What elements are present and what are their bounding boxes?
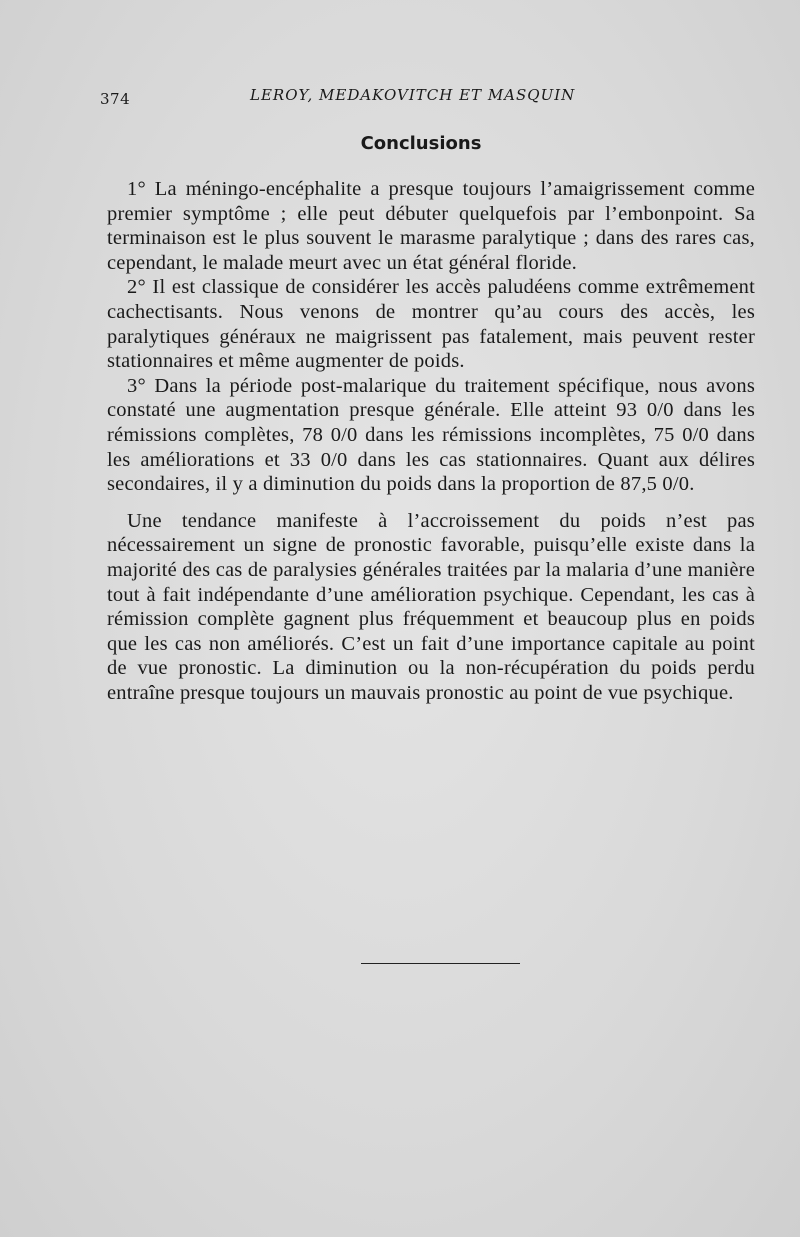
conclusion-paragraph-2: 2° Il est classique de considérer les accès paludéens comme extrêmement cachectisants. Nous venons de montrer qu’au cours des accès, les paralytiques généraux ne maigrissent pas fatalement, mais peuvent rester stationnaires et même augmenter de poids. [107, 276, 755, 373]
end-rule [361, 963, 520, 964]
section-title: Conclusions [360, 133, 482, 154]
page-number: 374 [100, 90, 131, 108]
running-head: LEROY, MEDAKOVITCH ET MASQUIN [250, 86, 576, 104]
closing-paragraph: Une tendance manifeste à l’accroissement du poids n’est pas nécessairement un signe de pronostic favorable, puisqu’elle existe dans la majorité des cas de paralysies générales traitées par la malaria d’une manière tout à fait indépendante d’une amélioration psychique. Cependant, les cas à rémission complète gagnent plus fréquemment et beaucoup plus en poids que les cas non améliorés. C’est un fait d’une importance capitale au point de vue pronostic. La diminution ou la non-récupération du poids perdu entraîne presque toujours un mauvais pronostic au point de vue psychique. [107, 509, 755, 704]
conclusion-paragraph-1: 1° La méningo-encéphalite a presque toujours l’amaigrissement comme premier symptôme ; elle peut débuter quelquefois par l’embonpoint. Sa terminaison est le plus souvent le marasme paralytique ; dans des rares cas, cependant, le malade meurt avec un état général floride. [107, 178, 755, 274]
body-text [107, 177, 755, 705]
conclusion-paragraph-3: 3° Dans la période post-malarique du traitement spécifique, nous avons constaté une augmentation presque générale. Elle atteint 93 0/0 dans les rémissions complètes, 78 0/0 dans les rémissions incomplètes, 75 0/0 dans les améliorations et 33 0/0 dans les cas stationnaires. Quant aux délires secondaires, il y a diminution du poids dans la proportion de 87,5 0/0. [107, 374, 755, 496]
